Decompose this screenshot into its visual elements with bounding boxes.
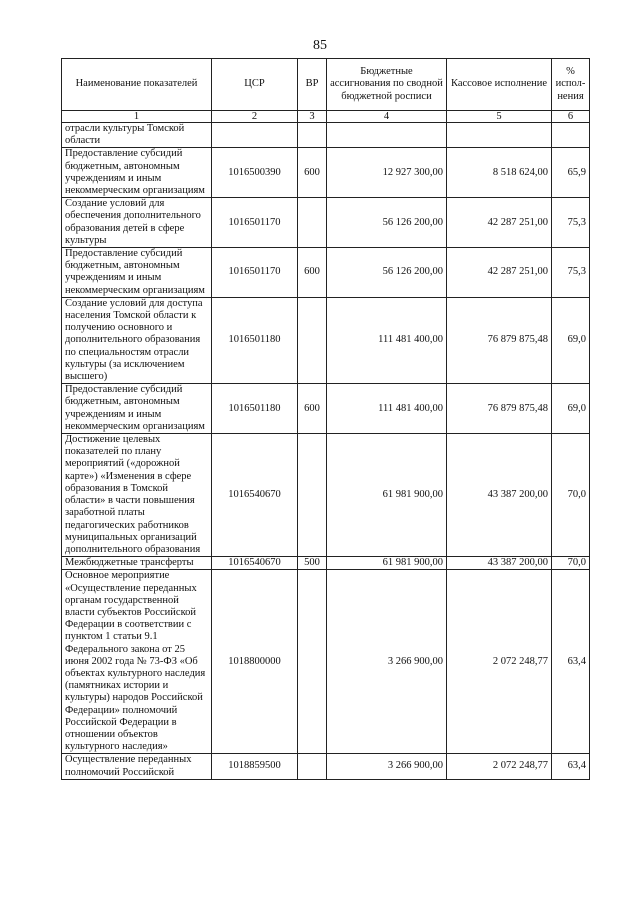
cell-budget: 56 126 200,00 (327, 248, 447, 298)
cell-cash: 2 072 248,77 (447, 754, 552, 779)
cell-vr (298, 434, 327, 557)
cell-csr: 1018859500 (212, 754, 298, 779)
table-header-row (62, 59, 590, 111)
cell-pct: 70,0 (552, 434, 590, 557)
cell-pct: 69,0 (552, 297, 590, 383)
header-name: Наименование показателей (62, 59, 212, 111)
header-pct: % испол-нения (552, 59, 590, 111)
table-row (62, 198, 590, 248)
cell-budget: 61 981 900,00 (327, 434, 447, 557)
cell-budget: 61 981 900,00 (327, 557, 447, 570)
table-row (62, 148, 590, 198)
table-row (62, 754, 590, 779)
cell-cash: 2 072 248,77 (447, 570, 552, 754)
cell-budget: 56 126 200,00 (327, 198, 447, 248)
cell-csr: 1016501180 (212, 384, 298, 434)
cell-pct (552, 123, 590, 148)
cell-budget: 111 481 400,00 (327, 384, 447, 434)
column-number: 1 (62, 111, 212, 123)
cell-cash (447, 123, 552, 148)
cell-vr (298, 123, 327, 148)
cell-pct: 75,3 (552, 198, 590, 248)
cell-budget (327, 123, 447, 148)
column-number: 5 (447, 111, 552, 123)
cell-cash: 8 518 624,00 (447, 148, 552, 198)
header-csr: ЦСР (212, 59, 298, 111)
cell-csr: 1016540670 (212, 434, 298, 557)
cell-vr: 600 (298, 148, 327, 198)
cell-csr: 1016500390 (212, 148, 298, 198)
cell-cash: 76 879 875,48 (447, 384, 552, 434)
table-row (62, 384, 590, 434)
cell-vr: 600 (298, 384, 327, 434)
cell-vr (298, 198, 327, 248)
column-number: 4 (327, 111, 447, 123)
cell-name: Предоставление субсидий бюджетным, автономным учреждениям и иным некоммерческим организациям (62, 384, 212, 434)
cell-pct: 63,4 (552, 570, 590, 754)
cell-name: Основное мероприятие «Осуществление переданных органам государственной власти субъектов Российской Федерации в соответствии с пунктом 1 статьи 9.1 Федерального закона от 25 июня 2002 года № 73-ФЗ «Об объектах культурного наследия (памятниках истории и культуры) народов Российской Федерации» полномочий Российской Федерации в отношении объектов культурного наследия» (62, 570, 212, 754)
cell-csr: 1016501180 (212, 297, 298, 383)
cell-budget: 111 481 400,00 (327, 297, 447, 383)
column-number: 3 (298, 111, 327, 123)
cell-csr: 1016540670 (212, 557, 298, 570)
cell-csr (212, 123, 298, 148)
table-row (62, 123, 590, 148)
table-row (62, 248, 590, 298)
column-number-row (62, 111, 590, 123)
page-number: 85 (313, 38, 327, 53)
cell-name: Достижение целевых показателей по плану мероприятий («дорожной карте») «Изменения в сфере образования в Томской области» в части повышения заработной платы педагогических работников муниципальных организаций дополнительного образования (62, 434, 212, 557)
cell-cash: 76 879 875,48 (447, 297, 552, 383)
cell-budget: 3 266 900,00 (327, 570, 447, 754)
table-row (62, 434, 590, 557)
cell-budget: 3 266 900,00 (327, 754, 447, 779)
cell-pct: 65,9 (552, 148, 590, 198)
cell-pct: 69,0 (552, 384, 590, 434)
column-number: 2 (212, 111, 298, 123)
cell-name: Предоставление субсидий бюджетным, автономным учреждениям и иным некоммерческим организациям (62, 248, 212, 298)
header-budget: Бюджетные ассигнования по сводной бюджетной росписи (327, 59, 447, 111)
cell-name: отрасли культуры Томской области (62, 123, 212, 148)
cell-name: Создание условий для доступа населения Томской области к получению основного и дополнительного образования по специальностям отрасли культуры (за исключением высшего) (62, 297, 212, 383)
cell-vr: 600 (298, 248, 327, 298)
cell-name: Осуществление переданных полномочий Российской (62, 754, 212, 779)
cell-vr (298, 297, 327, 383)
table-row (62, 297, 590, 383)
table-row (62, 570, 590, 754)
header-vr: ВР (298, 59, 327, 111)
cell-pct: 63,4 (552, 754, 590, 779)
cell-vr (298, 570, 327, 754)
header-cash: Кассовое исполнение (447, 59, 552, 111)
cell-pct: 70,0 (552, 557, 590, 570)
cell-cash: 43 387 200,00 (447, 434, 552, 557)
cell-vr (298, 754, 327, 779)
table-row (62, 557, 590, 570)
cell-cash: 43 387 200,00 (447, 557, 552, 570)
cell-vr: 500 (298, 557, 327, 570)
cell-pct: 75,3 (552, 248, 590, 298)
cell-cash: 42 287 251,00 (447, 248, 552, 298)
cell-csr: 1018800000 (212, 570, 298, 754)
cell-name: Межбюджетные трансферты (62, 557, 212, 570)
cell-csr: 1016501170 (212, 248, 298, 298)
cell-csr: 1016501170 (212, 198, 298, 248)
cell-cash: 42 287 251,00 (447, 198, 552, 248)
cell-name: Предоставление субсидий бюджетным, автономным учреждениям и иным некоммерческим организациям (62, 148, 212, 198)
cell-budget: 12 927 300,00 (327, 148, 447, 198)
budget-execution-table (61, 58, 590, 780)
column-number: 6 (552, 111, 590, 123)
cell-name: Создание условий для обеспечения дополнительного образования детей в сфере культуры (62, 198, 212, 248)
